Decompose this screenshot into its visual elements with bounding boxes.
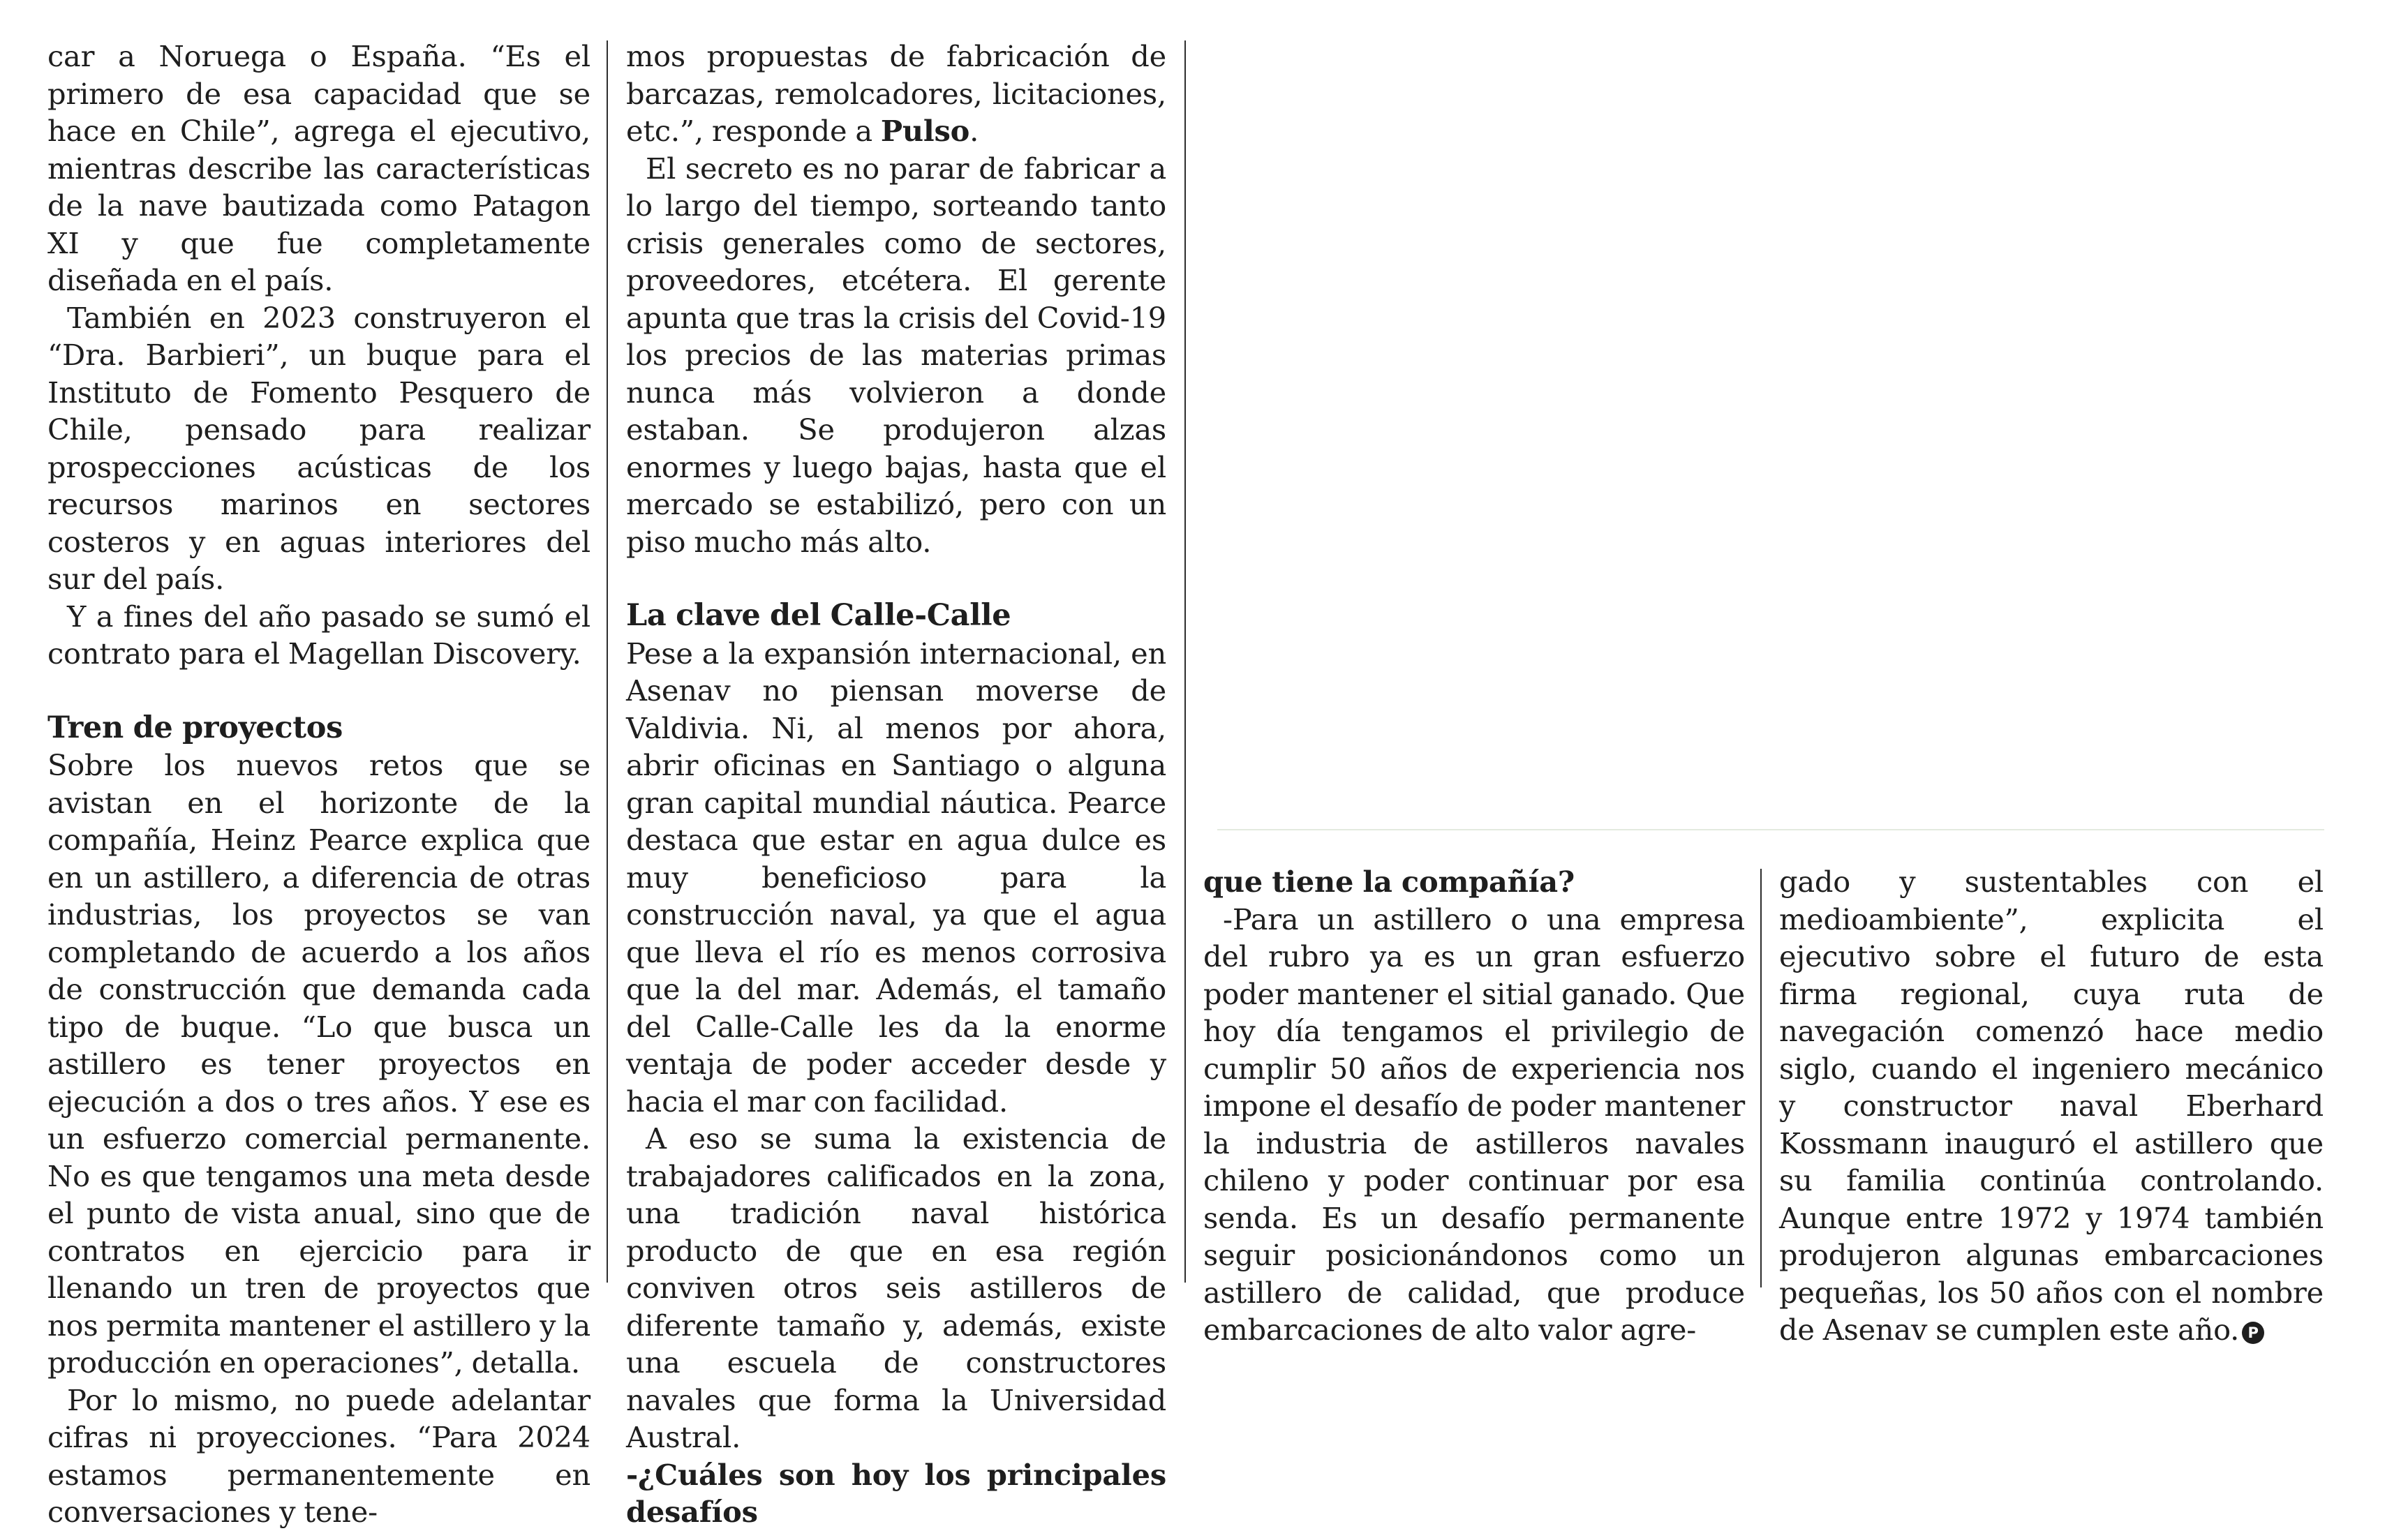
paragraph: El secreto es no parar de fabricar a lo largo del tiempo, sorteando tanto crisis generales como de sectores, proveedores, etcétera. El gerente apunta que tras la crisis del Covid-19 los precios de las materias primas nunca más volvieron a donde estaban. Se produjeron alzas enormes y luego bajas, hasta que el mercado se estabilizó, pero con un piso mucho más alto. bbox=[626, 151, 1166, 559]
column-divider bbox=[607, 40, 608, 1283]
end-mark-icon: P bbox=[2242, 1322, 2264, 1344]
paragraph: car a Noruega o España. “Es el primero de esa capacidad que se hace en Chile”, agrega el ejecutivo, mientras describe las características de la nave bautizada como Patagon XI y que fue completamente diseñada en el país. bbox=[47, 39, 590, 297]
article-column-4 bbox=[1779, 863, 2324, 1349]
column-divider bbox=[1184, 40, 1186, 1283]
publication-name: Pulso bbox=[880, 114, 970, 148]
paragraph bbox=[1779, 863, 2324, 1349]
paragraph-end: . bbox=[969, 114, 979, 148]
article-column-2 bbox=[626, 38, 1166, 1531]
paragraph-text: mos propuestas de fabricación de barcazas, remolcadores, licitaciones, etc.”, responde a bbox=[626, 39, 1166, 148]
paragraph: -Para un astillero o una empresa del rubro ya es un gran esfuerzo poder mantener el sitial ganado. Que hoy día tengamos el privilegio de cumplir 50 años de experiencia nos impone el desafío de poder mantener la industria de astilleros navales chileno y poder continuar por esa senda. Es un desafío permanente seguir posicionándonos como un astillero de calidad, que produce embarcaciones de alto valor agre- bbox=[1203, 902, 1745, 1347]
paragraph: Pese a la expansión internacional, en Asenav no piensan moverse de Valdivia. Ni, al menos por ahora, abrir oficinas en Santiago o alguna gran capital mundial náutica. Pearce destaca que estar en agua dulce es muy beneficioso para la construcción naval, ya que el agua que lleva el río es menos corrosiva que la del mar. Además, el tamaño del Calle-Calle les da la enorme ventaja de poder acceder desde y hacia el mar con facilidad. bbox=[626, 636, 1166, 1119]
paragraph: Y a fines del año pasado se sumó el contrato para el Magellan Discovery. bbox=[47, 599, 590, 671]
interview-question: que tiene la compañía? bbox=[1203, 865, 1575, 899]
article-column-1 bbox=[47, 38, 590, 1531]
section-heading: Tren de proyectos bbox=[47, 710, 343, 745]
paragraph bbox=[626, 38, 1166, 150]
paragraph: Por lo mismo, no puede adelantar cifras ni proyecciones. “Para 2024 estamos permanentemente en conversaciones y tene- bbox=[47, 1382, 590, 1529]
paragraph: A eso se suma la existencia de trabajadores calificados en la zona, una tradición naval histórica producto de que en esa región conviven otros seis astilleros de diferente tamaño y, además, existe una escuela de constructores navales que forma la Universidad Austral. bbox=[626, 1121, 1166, 1454]
section-heading: La clave del Calle-Calle bbox=[626, 598, 1011, 633]
paragraph: Sobre los nuevos retos que se avistan en el horizonte de la compañía, Heinz Pearce explica que en un astillero, a diferencia de otras industrias, los proyectos se van completando de acuerdo a los años de construcción que demanda cada tipo de buque. “Lo que busca un astillero es tener proyectos en ejecución a dos o tres años. Y ese es un esfuerzo comercial permanente. No es que tengamos una meta desde el punto de vista anual, sino que de contratos en ejercicio para ir llenando un tren de proyectos que nos permita mantener el astillero y la producción en operaciones”, detalla. bbox=[47, 748, 590, 1380]
horizontal-divider bbox=[1217, 829, 2324, 830]
interview-question: -¿Cuáles son hoy los principales desafíos bbox=[626, 1457, 1166, 1529]
column-divider bbox=[1760, 869, 1762, 1287]
photo-area bbox=[1186, 28, 2331, 827]
article-column-3 bbox=[1203, 863, 1745, 1349]
paragraph-text: gado y sustentables con el medioambiente”, explicita el ejecutivo sobre el futuro de esta firma regional, cuya ruta de navegación comenzó hace medio siglo, cuando el ingeniero mecánico y constructor naval Eberhard Kossmann inauguró el astillero que su familia continúa controlando. Aunque entre 1972 y 1974 también produjeron algunas embarcaciones pequeñas, los 50 años con el nombre de Asenav se cumplen este año. bbox=[1779, 865, 2324, 1347]
paragraph: También en 2023 construyeron el “Dra. Barbieri”, un buque para el Instituto de Fomento Pesquero de Chile, pensado para realizar prospecciones acústicas de los recursos marinos en sectores costeros y en aguas interiores del sur del país. bbox=[47, 300, 590, 596]
